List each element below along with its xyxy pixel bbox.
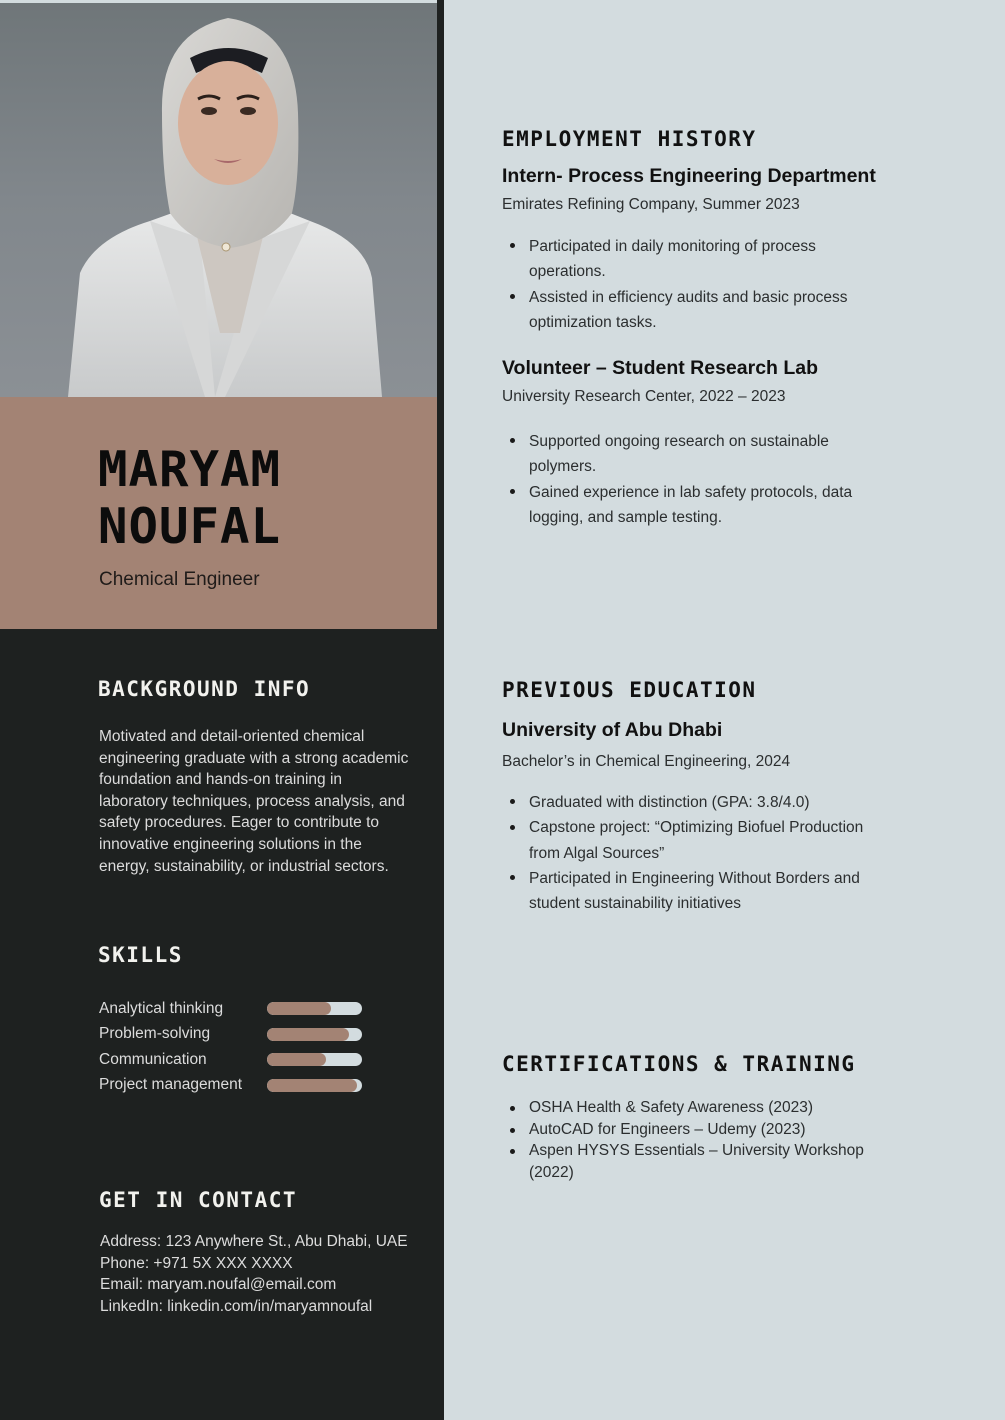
skill-level-bar — [267, 1028, 362, 1041]
bullet-item: Graduated with distinction (GPA: 3.8/4.0) — [502, 790, 897, 815]
certification-item: OSHA Health & Safety Awareness (2023) — [502, 1097, 897, 1119]
full-name — [98, 441, 281, 555]
name-block — [0, 397, 437, 629]
skill-item — [99, 1022, 379, 1048]
contact-heading: GET IN CONTACT — [99, 1188, 298, 1212]
certification-item: Aspen HYSYS Essentials – University Workshop (2022) — [502, 1140, 897, 1183]
contact-email[interactable]: Email: maryam.noufal@email.com — [100, 1276, 337, 1294]
skill-item — [99, 1073, 379, 1099]
first-name: MARYAM — [98, 441, 282, 498]
degree: Bachelor’s in Chemical Engineering, 2024 — [502, 753, 791, 770]
skill-level-fill — [267, 1053, 326, 1066]
portrait-illustration-icon — [0, 3, 437, 397]
employment-heading: EMPLOYMENT HISTORY — [502, 127, 757, 151]
skill-level-bar — [267, 1002, 362, 1015]
skill-item — [99, 996, 379, 1022]
background-text: Motivated and detail-oriented chemical engineering graduate with a strong academic foundation and hands-on training in laboratory techniques, process analysis, and safety procedures. Eager to contribute to innovative engineering solutions in the energy, sustainability, or industrial sectors. — [99, 728, 409, 875]
job-title: Chemical Engineer — [99, 569, 260, 590]
education-bullets — [502, 790, 897, 916]
skill-level-fill — [267, 1002, 331, 1015]
school-name: University of Abu Dhabi — [502, 719, 723, 741]
job-bullets-1 — [502, 234, 882, 335]
certifications-list — [502, 1097, 897, 1183]
skill-label: Problem-solving — [99, 1025, 211, 1043]
bullet-item: Participated in Engineering Without Borders and student sustainability initiatives — [502, 866, 897, 917]
bullet-item: Participated in daily monitoring of process operations. — [502, 234, 882, 285]
skills-list — [99, 996, 379, 1098]
skill-label: Communication — [99, 1050, 207, 1068]
bullet-item: Assisted in efficiency audits and basic process optimization tasks. — [502, 285, 882, 336]
bullet-item: Capstone project: “Optimizing Biofuel Production from Algal Sources” — [502, 815, 897, 866]
job-subtitle-1: Emirates Refining Company, Summer 2023 — [502, 196, 800, 213]
skill-label: Project management — [99, 1076, 243, 1094]
profile-photo — [0, 3, 437, 397]
contact-phone[interactable]: Phone: +971 5X XXX XXXX — [100, 1254, 293, 1272]
skill-level-bar — [267, 1079, 362, 1092]
contact-info — [100, 1231, 420, 1317]
skill-level-fill — [267, 1079, 357, 1092]
certification-item: AutoCAD for Engineers – Udemy (2023) — [502, 1119, 897, 1141]
bullet-item: Supported ongoing research on sustainable polymers. — [502, 429, 887, 480]
education-heading: PREVIOUS EDUCATION — [502, 678, 757, 702]
skill-label: Analytical thinking — [99, 999, 224, 1017]
skill-level-fill — [267, 1028, 349, 1041]
contact-linkedin[interactable]: LinkedIn: linkedin.com/in/maryamnoufal — [100, 1297, 373, 1315]
last-name: NOUFAL — [98, 498, 282, 555]
job-title-2: Volunteer – Student Research Lab — [502, 357, 819, 379]
skill-level-bar — [267, 1053, 362, 1066]
job-title-1: Intern- Process Engineering Department — [502, 165, 876, 187]
certifications-heading: CERTIFICATIONS & TRAINING — [502, 1052, 856, 1076]
skills-heading: SKILLS — [98, 943, 183, 967]
bullet-item: Gained experience in lab safety protocols, data logging, and sample testing. — [502, 480, 887, 531]
skill-item — [99, 1047, 379, 1073]
background-heading: BACKGROUND INFO — [98, 677, 311, 701]
job-bullets-2 — [502, 429, 887, 530]
contact-address: Address: 123 Anywhere St., Abu Dhabi, UAE — [100, 1233, 408, 1250]
job-subtitle-2: University Research Center, 2022 – 2023 — [502, 388, 786, 405]
